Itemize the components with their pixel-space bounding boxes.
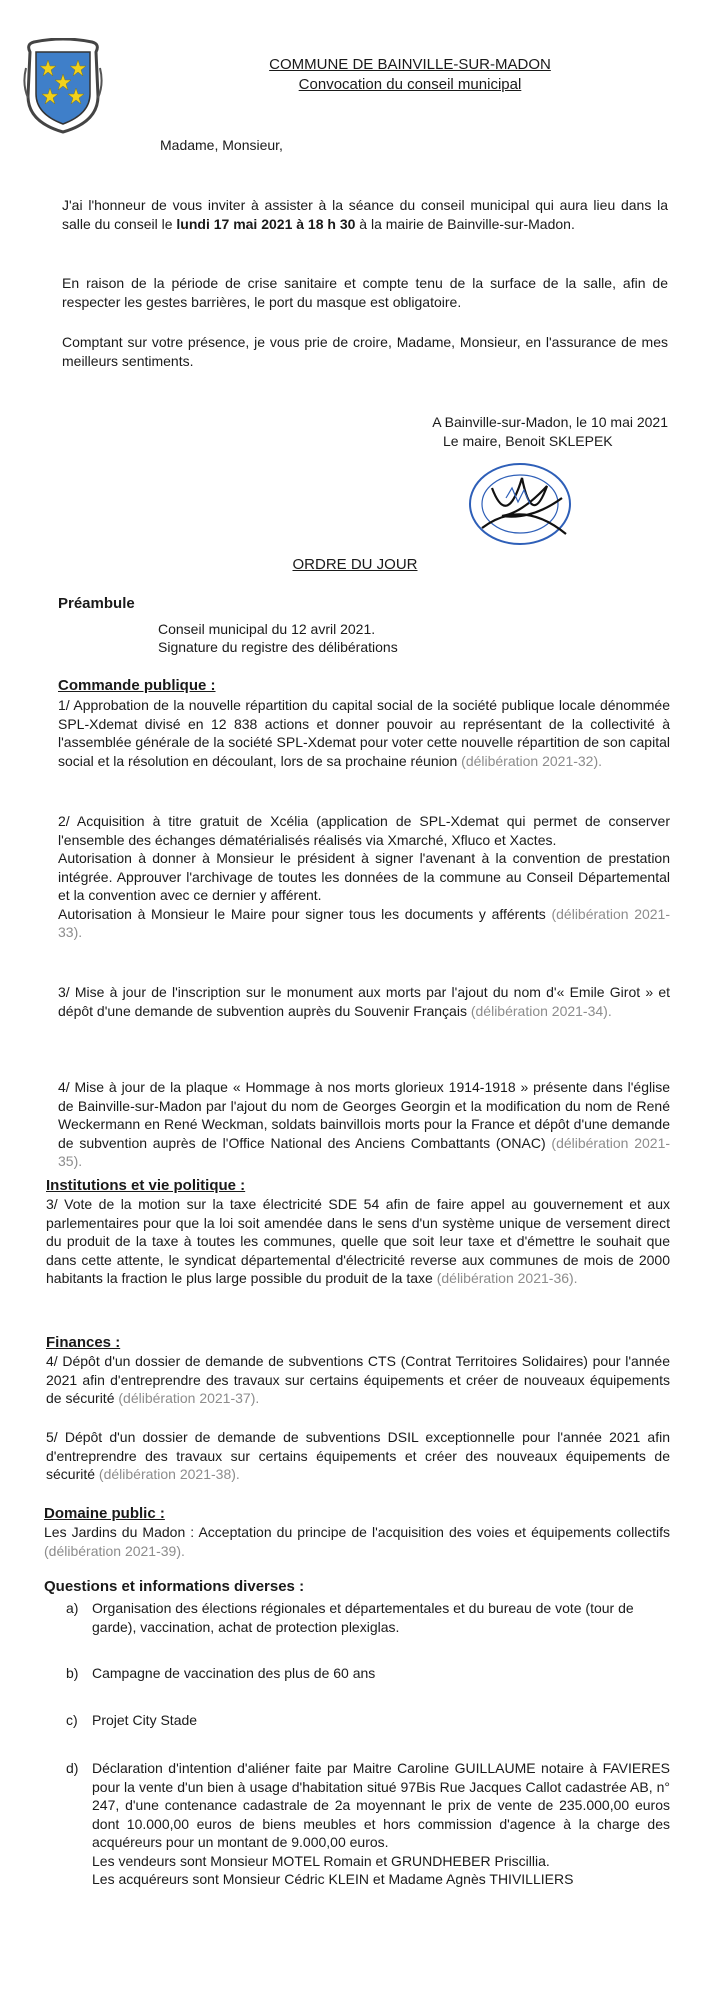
buyers: Les acquéreurs sont Monsieur Cédric KLEIN et Madame Agnès THIVILLIERS (92, 1871, 574, 1887)
preambule-line-2: Signature du registre des délibérations (158, 639, 398, 655)
question-c-marker: c) (66, 1712, 78, 1728)
deliberation-ref: (délibération 2021-38). (98, 1466, 240, 1482)
finances-item-4: 4/ Dépôt d'un dossier de demande de subventions CTS (Contrat Territoires Solidaires) pour l'année 2021 afin d'entreprendre des travaux sur certains équipements et créer de nouveaux équipements de sécurité (délibération 2021-37). (46, 1353, 670, 1406)
questions-heading: Questions et informations diverses : (44, 1578, 305, 1595)
deliberation-ref: (délibération 2021-33). (58, 905, 670, 940)
commande-item-1: 1/ Approbation de la nouvelle répartition du capital social de la société publique locale dénommée SPL-Xdemat divisé en 12 838 actions et donner pouvoir au représentant de la collectivité à l'assemblée générale de la société SPL-Xdemat pour voter cette nouvelle répartition de son capital social et la résolution en découlant, lors de sa prochaine réunion (délibération 2021-32). (58, 697, 670, 769)
finances-heading: Finances : (46, 1334, 121, 1351)
domaine-public-item: Les Jardins du Madon : Acceptation du principe de l'acquisition des voies et équipements collectifs (délibération 2021-39). (44, 1524, 670, 1559)
place-date: A Bainville-sur-Madon, le 10 mai 2021 (432, 414, 668, 430)
deliberation-ref: (délibération 2021-32). (461, 752, 603, 769)
deliberation-ref: (délibération 2021-35). (58, 1134, 671, 1169)
deliberation-ref: (délibération 2021-34). (470, 1002, 612, 1019)
deliberation-ref: (délibération 2021-39). (44, 1542, 185, 1559)
agenda-title: ORDRE DU JOUR (292, 556, 418, 573)
question-a-marker: a) (66, 1600, 79, 1616)
commande-item-3: 3/ Mise à jour de l'inscription sur le monument aux morts par l'ajout du nom d'« Emile Girot » et dépôt d'une demande de subvention auprès du Souvenir Français (délibération 2021-34). (58, 984, 670, 1019)
finances-item-5: 5/ Dépôt d'un dossier de demande de subventions DSIL exceptionnelle pour l'année 2021 afin d'entreprendre des travaux sur certains équipements et créer des nouveaux équipements de sécurité (délibération 2021-38). (46, 1429, 670, 1482)
document-subtitle: Convocation du conseil municipal (298, 76, 522, 93)
commande-item-4: 4/ Mise à jour de la plaque « Hommage à nos morts glorieux 1914-1918 » présente dans l'église de Bainville-sur-Madon par l'ajout du nom de Georges Georgin et la modification du nom de René Weckermann en René Weckman, soldats bainvillois morts pour la France et dépôt d'une demande de subvention auprès de l'Office National des Anciens Combattants (ONAC) (délibération 2021-35). (58, 1079, 671, 1169)
question-d: Déclaration d'intention d'aliéner faite par Maitre Caroline GUILLAUME notaire à FAVIERES pour la vente d'un bien à usage d'habitation situé 97Bis Rue Jacques Callot cadastrée AB, n° 247, d'une contenance cadastrale de 2a moyennant le prix de vente de 235.000,00 euros dont 10.000,00 euros de biens meubles et hors commission d'agence à la charge des acquéreurs pour un montant de 9.000,00 euros. Les vendeurs sont Monsieur MOTEL Romain et GRUNDHEBER Priscillia. Les acquéreurs sont Monsieur Cédric KLEIN et Madame Agnès THIVILLIERS (92, 1760, 670, 1887)
preambule-heading: Préambule (58, 595, 135, 612)
signatory: Le maire, Benoit SKLEPEK (443, 433, 613, 449)
invitation-paragraph: J'ai l'honneur de vous inviter à assister à la séance du conseil municipal qui aura lieu dans la salle du conseil le lundi 17 mai 2021 à 18 h 30 à la mairie de Bainville-sur-Madon. (62, 197, 668, 232)
question-b: Campagne de vaccination des plus de 60 ans (92, 1665, 376, 1681)
question-b-marker: b) (66, 1665, 79, 1681)
commune-name: COMMUNE DE BAINVILLE-SUR-MADON (269, 56, 551, 73)
meeting-date: lundi 17 mai 2021 à 18 h 30 (176, 215, 356, 232)
sanitary-paragraph: En raison de la période de crise sanitaire et compte tenu de la surface de la salle, afin de respecter les gestes barrières, le port du masque est obligatoire. (62, 275, 668, 310)
question-a: Organisation des élections régionales et départementales et du bureau de vote (tour de garde), vaccination, achat de protection plexiglas. (92, 1600, 634, 1635)
question-d-marker: d) (66, 1760, 79, 1776)
preambule-line-1: Conseil municipal du 12 avril 2021. (158, 621, 376, 637)
deliberation-ref: (délibération 2021-37). (118, 1390, 260, 1406)
mayor-stamp-signature (462, 458, 582, 550)
institutions-item: 3/ Vote de la motion sur la taxe électricité SDE 54 afin de faire appel au gouvernement et aux parlementaires pour que la loi soit amendée dans le sens d'un système unique de versement direct du produit de la taxe à toutes les communes, quelle que soit leur taxe et d'émettre le souhait que dans cette attente, le syndicat départemental d'électricité reverse aux communes de mois de 2000 habitants la fraction le plus large possible du produit de la taxe (délibération 2021-36). (46, 1196, 670, 1286)
question-c: Projet City Stade (92, 1712, 198, 1728)
deliberation-ref: (délibération 2021-36). (436, 1270, 578, 1286)
institutions-heading: Institutions et vie politique : (46, 1177, 246, 1194)
closing-paragraph: Comptant sur votre présence, je vous prie de croire, Madame, Monsieur, en l'assurance de mes meilleurs sentiments. (62, 334, 668, 369)
commande-publique-heading: Commande publique : (58, 677, 216, 694)
salutation: Madame, Monsieur, (160, 137, 283, 153)
commande-item-2: 2/ Acquisition à titre gratuit de Xcélia (application de SPL-Xdemat qui permet de conserver l'ensemble des échanges dématérialisés réalisés via Xmarché, Xfluco et Xactes. Autorisation à donner à Monsieur le président à signer l'avenant à la convention de prestation intégrée. Approuver l'archivage de toutes les données de la commune au Conseil Départemental et la convention avec ce dernier y afférent. Autorisation à Monsieur le Maire pour signer tous les documents y afférents (délibération 2021-33). (58, 813, 670, 940)
sellers: Les vendeurs sont Monsieur MOTEL Romain et GRUNDHEBER Priscillia. (92, 1852, 550, 1869)
domaine-public-heading: Domaine public : (44, 1505, 165, 1522)
